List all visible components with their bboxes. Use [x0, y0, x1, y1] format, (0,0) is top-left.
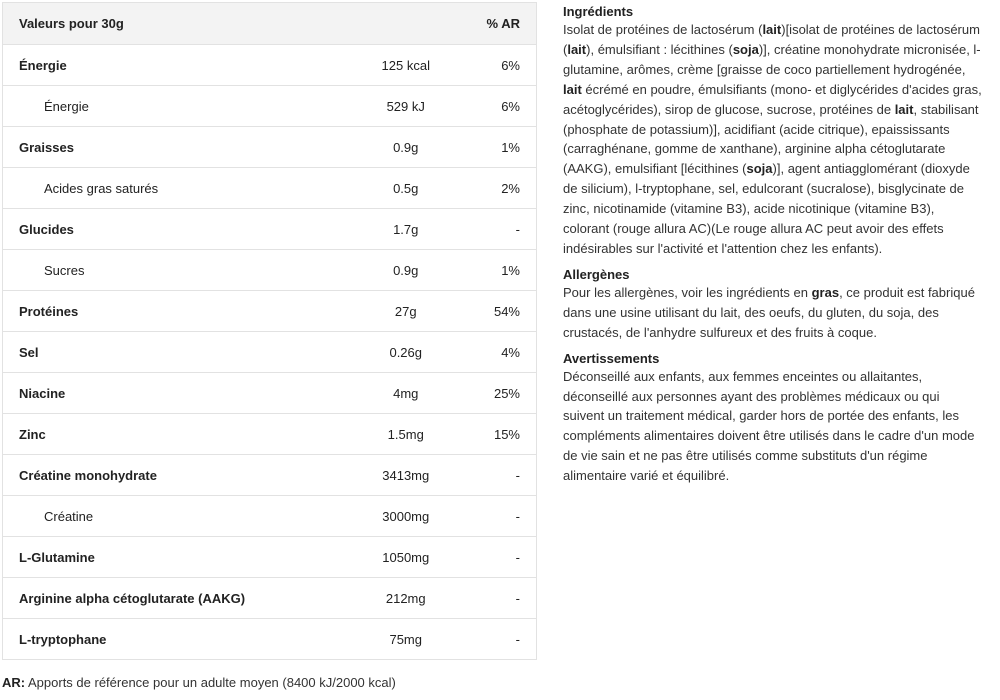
- nutrition-table-body: [3, 45, 537, 660]
- header-quantity: [334, 3, 477, 45]
- table-row: [3, 496, 537, 537]
- text-run: )[isolat de protéines de lactosérum (: [563, 22, 980, 57]
- table-row: [3, 168, 537, 209]
- text-run: Déconseillé aux enfants, aux femmes enceintes ou allaitantes, déconseillé aux personnes ayant des problèmes médicaux ou qui suivent un traitement médical, garder hors de portée des enfants, les compléments alimentaires doivent être utilisés dans le cadre d'un mode de vie sain et ne pas être utilisés comme substituts d'un régime alimentaire varié et équilibré.: [563, 368, 975, 484]
- nutrient-name: Énergie: [3, 86, 335, 127]
- nutrient-ar-percent: -: [477, 209, 536, 250]
- allergen-highlight: soja: [746, 161, 773, 177]
- nutrient-name: Glucides: [3, 209, 335, 250]
- allergen-highlight: lait: [567, 41, 587, 57]
- table-row: [3, 209, 537, 250]
- nutrient-quantity: 1050mg: [334, 537, 477, 578]
- nutrient-quantity: 0.9g: [334, 250, 477, 291]
- ingredients-text: [563, 20, 983, 259]
- text-run: Pour les allergènes, voir les ingrédients en: [563, 284, 812, 300]
- warnings-text: [563, 367, 983, 486]
- nutrient-ar-percent: 54%: [477, 291, 536, 332]
- text-run: , ce produit est fabriqué dans une usine utilisant du lait, des oeufs, du gluten, du soja, des crustacés, de l'anhydre sulfureux et des fruits à coque.: [563, 284, 975, 340]
- nutrient-quantity: 0.9g: [334, 127, 477, 168]
- nutrient-quantity: 3413mg: [334, 455, 477, 496]
- nutrient-quantity: 75mg: [334, 619, 477, 660]
- nutrition-table-header: [3, 3, 537, 45]
- nutrient-quantity: 0.26g: [334, 332, 477, 373]
- text-run: )], créatine monohydrate micronisée, l-glutamine, arômes, crème [graisse de coco partiellement hydrogénée,: [563, 41, 981, 77]
- text-run: , stabilisant (phosphate de potassium)], acidifiant (acide citrique), epaississants (carraghénane, gomme de xanthane), arginine alpha cétoglutarate (AAKG), emulsifiant [lécithines (: [563, 101, 979, 177]
- nutrient-name: L-Glutamine: [3, 537, 335, 578]
- footnote-abbreviation: AR:: [2, 675, 26, 690]
- nutrient-name: L-tryptophane: [3, 619, 335, 660]
- nutrient-ar-percent: -: [477, 619, 536, 660]
- nutrient-ar-percent: 25%: [477, 373, 536, 414]
- nutrient-name: Zinc: [3, 414, 335, 455]
- nutrition-table: [2, 2, 537, 660]
- header-serving-label: Valeurs pour 30g: [3, 3, 335, 45]
- nutrient-quantity: 1.5mg: [334, 414, 477, 455]
- allergen-highlight: gras: [811, 284, 840, 300]
- table-row: [3, 127, 537, 168]
- table-row: [3, 455, 537, 496]
- nutrient-quantity: 125 kcal: [334, 45, 477, 86]
- allergen-highlight: lait: [563, 81, 582, 97]
- text-run: ), émulsifiant : lécithines (: [586, 41, 733, 57]
- header-ar-percent: % AR: [477, 3, 536, 45]
- nutrient-ar-percent: 2%: [477, 168, 536, 209]
- allergens-heading: Allergènes: [563, 266, 630, 282]
- nutrient-ar-percent: -: [477, 537, 536, 578]
- footnote-text: Apports de référence pour un adulte moyen (8400 kJ/2000 kcal): [25, 675, 396, 690]
- nutrient-name: Sucres: [3, 250, 335, 291]
- nutrient-name: Protéines: [3, 291, 335, 332]
- nutrient-name: Créatine: [3, 496, 335, 537]
- table-row: [3, 45, 537, 86]
- table-row: [3, 291, 537, 332]
- product-info-panel: [563, 4, 983, 494]
- table-row: [3, 619, 537, 660]
- nutrient-ar-percent: 4%: [477, 332, 536, 373]
- nutrient-name: Arginine alpha cétoglutarate (AAKG): [3, 578, 335, 619]
- nutrient-name: Créatine monohydrate: [3, 455, 335, 496]
- table-row: [3, 332, 537, 373]
- nutrient-quantity: 27g: [334, 291, 477, 332]
- nutrient-name: Énergie: [3, 45, 335, 86]
- table-row: [3, 250, 537, 291]
- nutrient-ar-percent: -: [477, 455, 536, 496]
- table-row: [3, 537, 537, 578]
- text-run: écrémé en poudre, émulsifiants (mono- et diglycérides d'acides gras, acétoglycérides), sirop de glucose, sucrose, protéines de: [563, 81, 982, 117]
- nutrient-ar-percent: 6%: [477, 86, 536, 127]
- nutrient-name: Graisses: [3, 127, 335, 168]
- nutrient-ar-percent: -: [477, 578, 536, 619]
- warnings-heading: Avertissements: [563, 350, 660, 366]
- nutrient-ar-percent: 15%: [477, 414, 536, 455]
- text-run: Isolat de protéines de lactosérum (: [563, 22, 763, 37]
- nutrient-quantity: 529 kJ: [334, 86, 477, 127]
- table-row: [3, 373, 537, 414]
- nutrient-ar-percent: 1%: [477, 127, 536, 168]
- nutrient-name: Acides gras saturés: [3, 168, 335, 209]
- allergen-highlight: lait: [894, 101, 914, 117]
- table-row: [3, 414, 537, 455]
- nutrient-quantity: 1.7g: [334, 209, 477, 250]
- table-row: [3, 86, 537, 127]
- nutrient-quantity: 212mg: [334, 578, 477, 619]
- nutrient-quantity: 3000mg: [334, 496, 477, 537]
- nutrient-name: Sel: [3, 332, 335, 373]
- nutrient-ar-percent: -: [477, 496, 536, 537]
- allergen-highlight: soja: [732, 41, 759, 57]
- allergen-highlight: lait: [762, 22, 782, 37]
- ingredients-heading: Ingrédients: [563, 4, 634, 19]
- nutrient-ar-percent: 1%: [477, 250, 536, 291]
- nutrient-quantity: 4mg: [334, 373, 477, 414]
- footnote: [2, 675, 396, 690]
- nutrient-name: Niacine: [3, 373, 335, 414]
- nutrient-ar-percent: 6%: [477, 45, 536, 86]
- text-run: )], agent antiagglomérant (dioxyde de silicium), l-tryptophane, sel, edulcorant (sucralose), bisglycinate de zinc, nicotinamide (vitamine B3), acide nicotinique (vitamine B3), colorant (rouge allura AC)(Le rouge allura AC peut avoir des effets indésirables sur l'activité et l'attention chez les enfants).: [563, 161, 970, 256]
- allergens-text: [563, 283, 983, 343]
- table-row: [3, 578, 537, 619]
- nutrient-quantity: 0.5g: [334, 168, 477, 209]
